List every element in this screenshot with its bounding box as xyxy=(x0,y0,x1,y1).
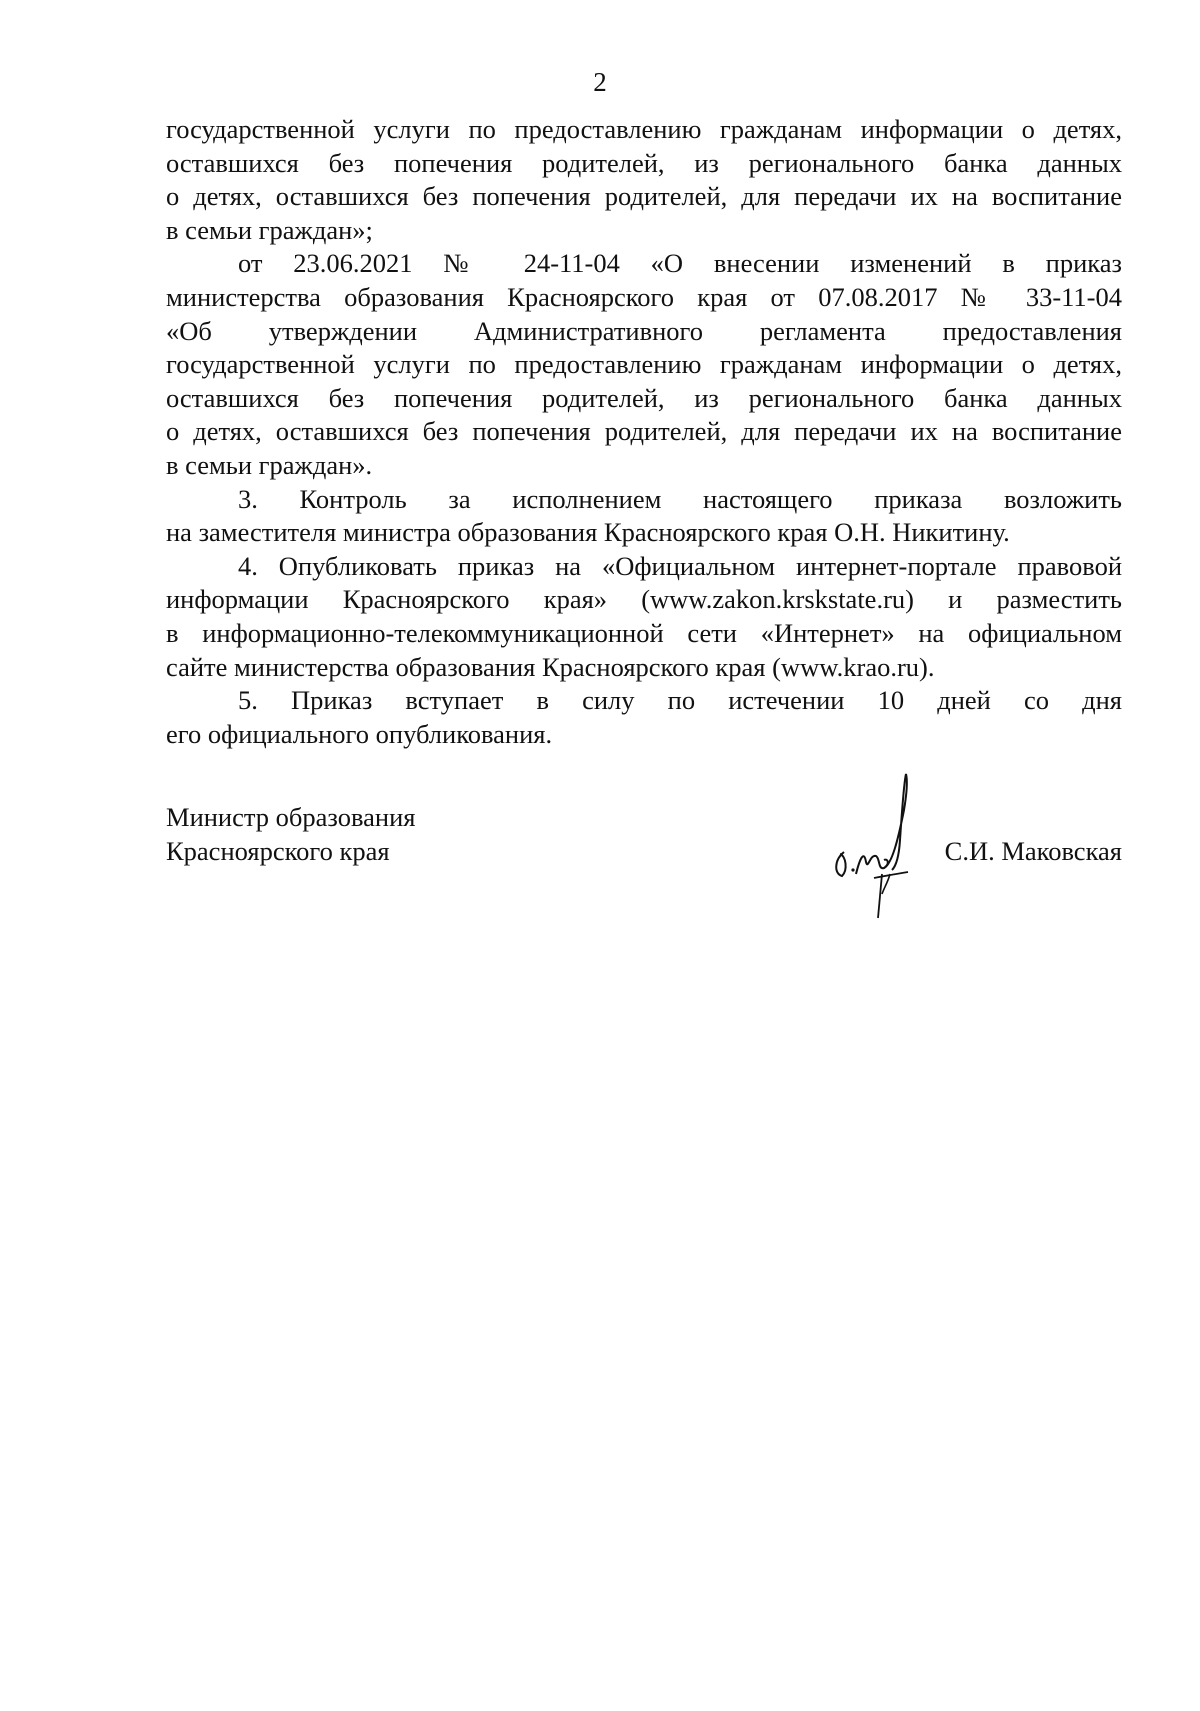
text-line: на заместителя министра образования Красноярского края О.Н. Никитину. xyxy=(166,517,1010,548)
text-line: в информационно-телекоммуникационной сети «Интернет» на официальном xyxy=(166,617,1122,648)
document-body xyxy=(166,113,1122,751)
text-line: в семьи граждан». xyxy=(166,449,373,480)
text-line: оставшихся без попечения родителей, из регионального банка данных xyxy=(166,382,1122,413)
paragraph xyxy=(166,684,1122,751)
text-line: его официального опубликования. xyxy=(166,718,553,749)
text-line: государственной услуги по предоставлению гражданам информации о детях, xyxy=(166,114,1122,144)
text-line: министерства образования Красноярского края от 07.08.2017 № 33-11-04 xyxy=(166,281,1122,312)
text-line: информации Красноярского края» (www.zakon.krskstate.ru) и разместить xyxy=(166,584,1122,615)
signatory-title-line-1: Министр образования xyxy=(166,802,416,832)
text-line: государственной услуги по предоставлению гражданам информации о детях, xyxy=(166,349,1122,380)
text-line: о детях, оставшихся без попечения родителей, для передачи их на воспитание xyxy=(166,181,1122,212)
handwritten-signature xyxy=(826,770,936,920)
text-line: «Об утверждении Административного регламента предоставления xyxy=(166,315,1122,346)
page-number: 2 xyxy=(593,67,607,97)
text-line: о детях, оставшихся без попечения родителей, для передачи их на воспитание xyxy=(166,416,1122,447)
text-line: сайте министерства образования Красноярского края (www.krao.ru). xyxy=(166,651,935,682)
text-line: 4. Опубликовать приказ на «Официальном интернет-портале правовой xyxy=(238,550,1122,581)
signature-block xyxy=(166,800,1122,920)
signatory-title-line-2: Красноярского края xyxy=(166,836,390,866)
text-line: в семьи граждан»; xyxy=(166,214,373,245)
signatory-name: С.И. Маковская xyxy=(944,836,1122,866)
text-line: 5. Приказ вступает в силу по истечении 10 дней со дня xyxy=(238,685,1122,716)
signatory-title xyxy=(166,800,415,868)
paragraph xyxy=(166,483,1122,550)
text-line: от 23.06.2021 № 24-11-04 «О внесении изменений в приказ xyxy=(238,248,1122,279)
paragraph xyxy=(166,247,1122,482)
paragraph xyxy=(166,550,1122,684)
text-line: 3. Контроль за исполнением настоящего приказа возложить xyxy=(238,483,1122,514)
text-line: оставшихся без попечения родителей, из регионального банка данных xyxy=(166,147,1122,178)
paragraph xyxy=(166,113,1122,247)
